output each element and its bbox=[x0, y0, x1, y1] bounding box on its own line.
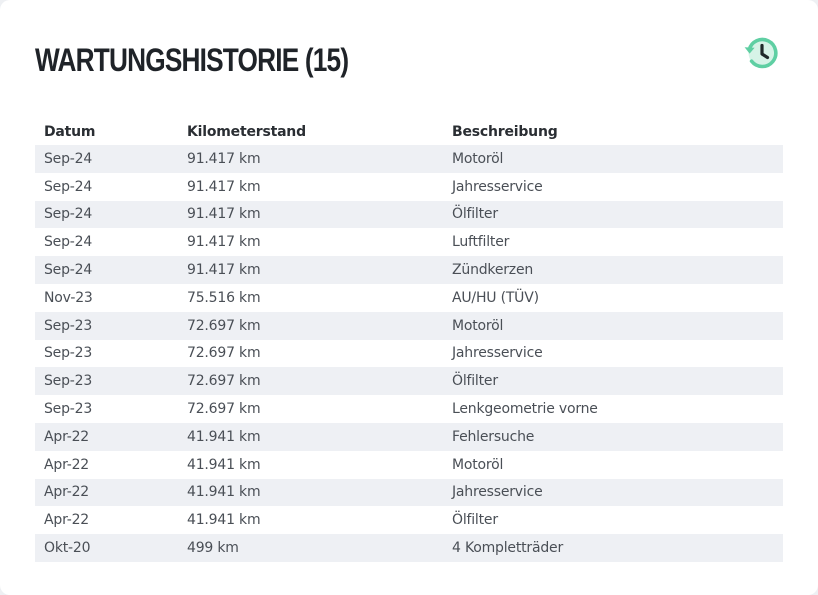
cell-description: Jahresservice bbox=[443, 340, 783, 368]
cell-description: Zündkerzen bbox=[443, 256, 783, 284]
column-header-mileage: Kilometerstand bbox=[187, 123, 306, 140]
cell-mileage: 91.417 km bbox=[178, 228, 443, 256]
cell-description: Lenkgeometrie vorne bbox=[443, 395, 783, 423]
table-row bbox=[35, 284, 783, 312]
column-header-date: Datum bbox=[44, 123, 96, 140]
table-header-row bbox=[35, 118, 783, 145]
cell-mileage: 41.941 km bbox=[178, 479, 443, 507]
cell-date: Sep-24 bbox=[35, 173, 178, 201]
cell-date: Sep-23 bbox=[35, 340, 178, 368]
table-row bbox=[35, 228, 783, 256]
table-row bbox=[35, 451, 783, 479]
cell-description: Ölfilter bbox=[443, 506, 783, 534]
cell-date: Sep-24 bbox=[35, 256, 178, 284]
cell-description: Ölfilter bbox=[443, 201, 783, 229]
cell-description: Luftfilter bbox=[443, 228, 783, 256]
table-row bbox=[35, 340, 783, 368]
table-row bbox=[35, 145, 783, 173]
table-row bbox=[35, 201, 783, 229]
maintenance-history-table bbox=[35, 118, 783, 562]
cell-description: Motoröl bbox=[443, 145, 783, 173]
table-row bbox=[35, 395, 783, 423]
page-title: WARTUNGSHISTORIE (15) bbox=[35, 42, 349, 78]
cell-mileage: 41.941 km bbox=[178, 506, 443, 534]
history-icon[interactable] bbox=[742, 34, 780, 72]
cell-mileage: 91.417 km bbox=[178, 256, 443, 284]
cell-mileage: 91.417 km bbox=[178, 173, 443, 201]
cell-mileage: 72.697 km bbox=[178, 395, 443, 423]
cell-date: Apr-22 bbox=[35, 479, 178, 507]
cell-description: Motoröl bbox=[443, 451, 783, 479]
table-row bbox=[35, 367, 783, 395]
cell-mileage: 72.697 km bbox=[178, 367, 443, 395]
cell-mileage: 75.516 km bbox=[178, 284, 443, 312]
cell-description: 4 Kompletträder bbox=[443, 534, 783, 562]
cell-mileage: 72.697 km bbox=[178, 312, 443, 340]
cell-mileage: 41.941 km bbox=[178, 423, 443, 451]
cell-date: Sep-23 bbox=[35, 367, 178, 395]
cell-description: Jahresservice bbox=[443, 479, 783, 507]
table-row bbox=[35, 173, 783, 201]
table-row bbox=[35, 506, 783, 534]
cell-date: Sep-23 bbox=[35, 395, 178, 423]
column-header-description: Beschreibung bbox=[452, 123, 558, 140]
cell-mileage: 72.697 km bbox=[178, 340, 443, 368]
cell-date: Sep-24 bbox=[35, 228, 178, 256]
table-row bbox=[35, 312, 783, 340]
cell-description: Motoröl bbox=[443, 312, 783, 340]
table-row bbox=[35, 423, 783, 451]
cell-description: Jahresservice bbox=[443, 173, 783, 201]
cell-description: Fehlersuche bbox=[443, 423, 783, 451]
cell-mileage: 91.417 km bbox=[178, 201, 443, 229]
cell-date: Sep-23 bbox=[35, 312, 178, 340]
table-row bbox=[35, 479, 783, 507]
cell-description: AU/HU (TÜV) bbox=[443, 284, 783, 312]
cell-date: Nov-23 bbox=[35, 284, 178, 312]
cell-date: Sep-24 bbox=[35, 145, 178, 173]
cell-mileage: 499 km bbox=[178, 534, 443, 562]
cell-date: Apr-22 bbox=[35, 423, 178, 451]
cell-mileage: 91.417 km bbox=[178, 145, 443, 173]
table-row bbox=[35, 534, 783, 562]
table-row bbox=[35, 256, 783, 284]
cell-date: Sep-24 bbox=[35, 201, 178, 229]
cell-description: Ölfilter bbox=[443, 367, 783, 395]
history-icon-graphic bbox=[742, 34, 780, 72]
cell-date: Apr-22 bbox=[35, 451, 178, 479]
cell-mileage: 41.941 km bbox=[178, 451, 443, 479]
cell-date: Okt-20 bbox=[35, 534, 178, 562]
cell-date: Apr-22 bbox=[35, 506, 178, 534]
